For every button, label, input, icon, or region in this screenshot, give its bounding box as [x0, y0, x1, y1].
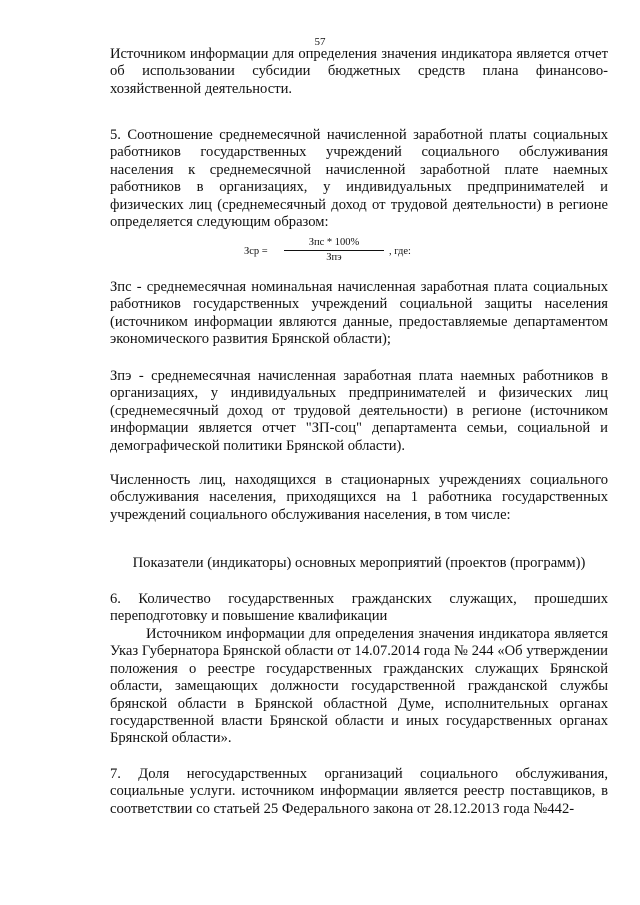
- paragraph-item-7: 7. Доля негосударственных организаций социального обслуживания, социальные услуги. источником информации является реестр поставщиков, в соответствии со статьей 25 Федерального закона от 28.12.2013 года №442-: [110, 766, 608, 817]
- formula-fraction: [284, 237, 384, 264]
- paragraph-item-6-source: Источником информации для определения значения индикатора является Указ Губернатора Брянской области от 14.07.2014 года № 244 «Об утверждении положения о реестре государственных гражданских служащих Брянской области, замещающих должности государственной гражданской службы брянской области в Брянской областной Думе, исполнительных органах государственной власти Брянской области и иных государственных органах Брянской области».: [110, 626, 608, 747]
- salary-ratio-formula: [244, 237, 544, 267]
- formula-lhs: Зср =: [244, 246, 268, 257]
- paragraph-residents-count: Численность лиц, находящихся в стационарных учреждениях социального обслуживания населения, приходящихся на 1 работника государственных учреждений социального обслуживания населения, в том числе:: [110, 472, 608, 523]
- paragraph-item-6: 6. Количество государственных гражданских служащих, прошедших переподготовку и повышение квалификации: [110, 591, 608, 625]
- paragraph-zps-definition: Зпс - среднемесячная номинальная начисленная заработная плата социальных работников государственных учреждений социальной защиты населения (источником информации являются данные, предоставляемые департаментом экономического развития Брянской области);: [110, 279, 608, 348]
- paragraph-item-5: 5. Соотношение среднемесячной начисленной заработной платы социальных работников государственных учреждений социального обслуживания населения к среднемесячной начисленной заработной плате наемных работников в организациях, у индивидуальных предпринимателей и физических лиц (среднемесячный доход от трудовой деятельности) в регионе определяется следующим образом:: [110, 127, 608, 231]
- paragraph-zpe-definition: Зпэ - среднемесячная начисленная заработная плата наемных работников в организациях, у индивидуальных предпринимателей и физических лиц (среднемесячный доход от трудовой деятельности) в регионе (источником информации является отчет "ЗП-соц" департамента семьи, социальной и демографической политики Брянской области).: [110, 368, 608, 454]
- formula-denominator: Зпэ: [326, 252, 342, 263]
- paragraph-indicator-source: Источником информации для определения значения индикатора является отчет об использовании субсидии бюджетных средств плана финансово-хозяйственной деятельности.: [110, 46, 608, 97]
- formula-numerator: Зпс * 100%: [284, 237, 384, 251]
- formula-tail: , где:: [389, 246, 411, 257]
- page-number: 57: [314, 36, 326, 48]
- section-heading: Показатели (индикаторы) основных мероприятий (проектов (программ)): [132, 555, 586, 571]
